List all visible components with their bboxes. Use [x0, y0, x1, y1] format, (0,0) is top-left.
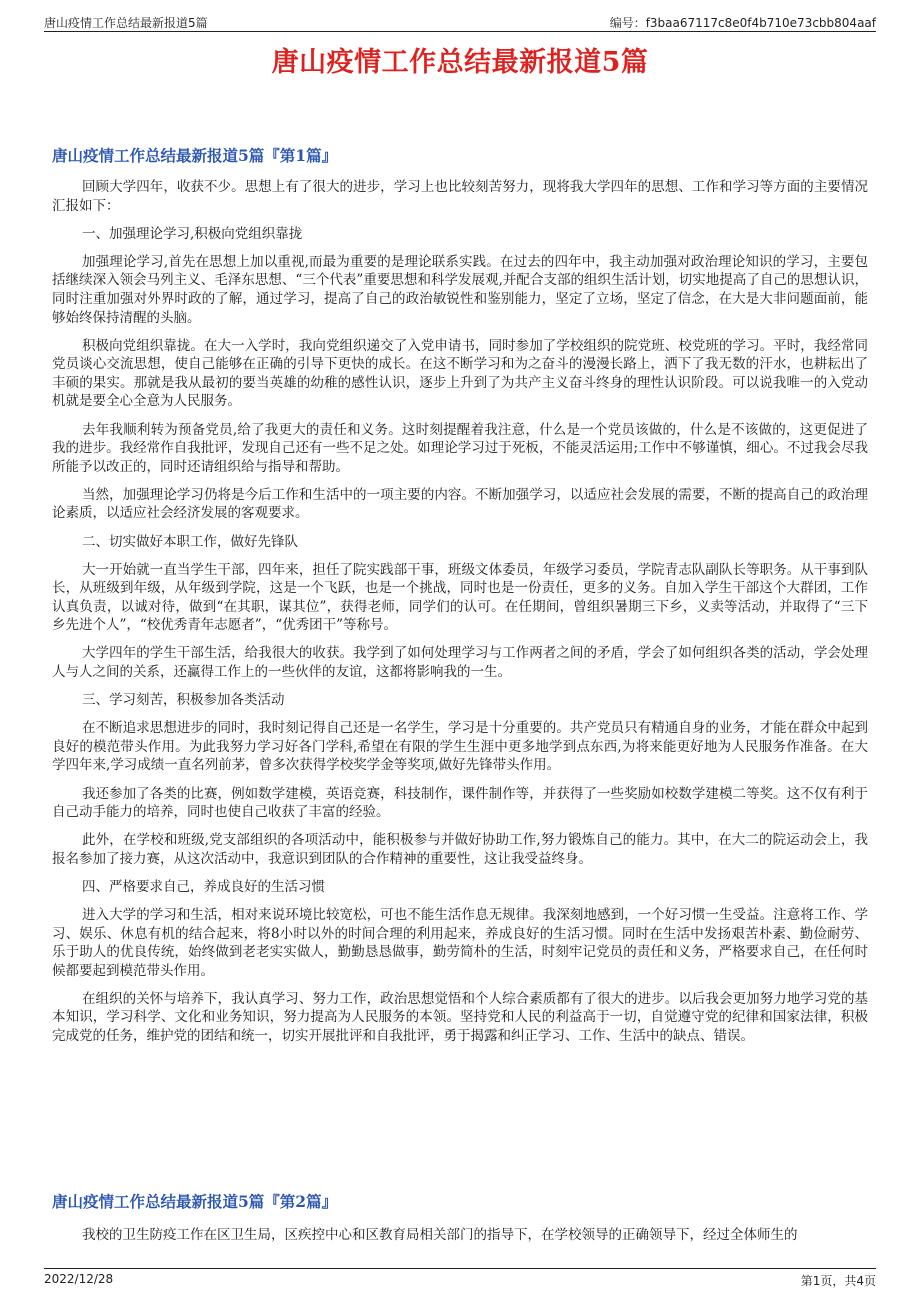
subheading: 一、加强理论学习,积极向党组织靠拢: [82, 225, 303, 242]
paragraph: 大学四年的学生干部生活，给我很大的收获。我学到了如何处理学习与工作两者之间的矛盾，学会了如何组织各类的活动，学会处理人与人之间的关系，还赢得工作上的一些伙伴的友谊，这都将影响我的一生。: [52, 645, 868, 681]
footer-page-number: 第1页，共4页: [800, 1274, 876, 1288]
section-1-heading: 唐山疫情工作总结最新报道5篇『第1篇』: [52, 146, 338, 165]
paragraph: 积极向党组织靠拢。在大一入学时，我向党组织递交了入党申请书，同时参加了学校组织的院党班、校党班的学习。平时，我经常同党员谈心交流思想，使自己能够在正确的引导下更快的成长。在这不断学习和为之奋斗的漫漫长路上，洒下了我无数的汗水，也耕耘出了丰硕的果实。那就是我从最初的要当英雄的幼稚的感性认识，逐步上升到了为共产主义奋斗终身的理性认识阶段。可以说我唯一的入党动机就是要全心全意为人民服务。: [52, 337, 868, 410]
subheading: 四、严格要求自己，养成良好的生活习惯: [82, 878, 325, 895]
section-1-body: [52, 178, 868, 1055]
paragraph: 回顾大学四年，收获不少。思想上有了很大的进步，学习上也比较刻苦努力，现将我大学四年的思想、工作和学习等方面的主要情况汇报如下：: [52, 179, 868, 214]
paragraph: 我还参加了各类的比赛，例如数学建模，英语竞赛，科技制作，课件制作等，并获得了一些奖励如校数学建模二等奖。这不仅有利于自己动手能力的培养，同时也使自己收获了丰富的经验。: [52, 785, 868, 821]
document-title: 唐山疫情工作总结最新报道5篇: [271, 47, 649, 78]
subheading: 二、切实做好本职工作，做好先锋队: [82, 533, 298, 550]
paragraph: 大一开始就一直当学生干部，四年来，担任了院实践部干事，班级文体委员，年级学习委员，学院青志队副队长等职务。从干事到队长，从班级到年级，从年级到学院，这是一个飞跃，也是一个挑战，同时也是一份责任，更多的义务。自加入学生干部这个大群团，工作认真负责，以诚对待，做到“在其职，谋其位”，获得老师，同学们的认可。在任期间，曾组织暑期三下乡，义卖等活动，并取得了“三下乡先进个人”，“校优秀青年志愿者”，“优秀团干”等称号。: [52, 561, 868, 634]
section-2-heading: 唐山疫情工作总结最新报道5篇『第2篇』: [52, 1192, 338, 1211]
page-footer: [44, 1268, 876, 1290]
footer-date: 2022/12/28: [44, 1272, 114, 1286]
header-doc-number: 编号：f3baa67117c8e0f4b710e73cbb804aaf: [609, 16, 876, 30]
paragraph: 进入大学的学习和生活，相对来说环境比较宽松，可也不能生活作息无规律。我深刻地感到，一个好习惯一生受益。注意将工作、学习、娱乐、休息有机的结合起来，将8小时以外的时间合理的利用起来，养成良好的生活习惯。同时在生活中发扬艰苦朴素、勤俭耐劳、乐于助人的优良传统，始终做到老老实实做人，勤勤恳恳做事，勤劳简朴的生活，时刻牢记党员的责任和义务，严格要求自己，在任何时候都要起到模范带头作用。: [52, 907, 868, 979]
section-2-body: [52, 1226, 868, 1254]
paragraph: 在不断追求思想进步的同时，我时刻记得自己还是一名学生，学习是十分重要的。共产党员只有精通自身的业务，才能在群众中起到良好的模范带头作用。为此我努力学习好各门学科,希望在有限的学生生涯中更多地学到点东西,为将来能更好地为人民服务作准备。在大学四年来,学习成绩一直名列前茅，曾多次获得学校奖学金等奖项,做好先锋带头作用。: [52, 720, 868, 774]
header-doc-name: 唐山疫情工作总结最新报道5篇: [44, 16, 208, 30]
subheading: 三、学习刻苦，积极参加各类活动: [82, 692, 285, 709]
paragraph: 当然，加强理论学习仍将是今后工作和生活中的一项主要的内容。不断加强学习，以适应社会发展的需要，不断的提高自己的政治理论素质，以适应社会经济发展的客观要求。: [52, 486, 868, 522]
paragraph: 此外，在学校和班级,党支部组织的各项活动中，能积极参与并做好协助工作,努力锻炼自己的能力。其中，在大二的院运动会上，我报名参加了接力赛，从这次活动中，我意识到团队的合作精神的重要性，这让我受益终身。: [52, 832, 868, 867]
paragraph: 我校的卫生防疫工作在区卫生局，区疾控中心和区教育局相关部门的指导下，在学校领导的正确领导下，经过全体师生的: [82, 1227, 798, 1243]
paragraph: 加强理论学习,首先在思想上加以重视,而最为重要的是理论联系实践。在过去的四年中，我主动加强对政治理论知识的学习，主要包括继续深入领会马列主义、毛泽东思想、“三个代表”重要思想和科学发展观,并配合支部的组织生活计划，切实地提高了自己的思想认识，同时注重加强对外界时政的了解，通过学习，提高了自己的政治敏锐性和鉴别能力，坚定了立场，坚定了信念，在大是大非问题面前，能够始终保持清醒的头脑。: [52, 253, 868, 326]
paragraph: 在组织的关怀与培养下，我认真学习、努力工作，政治思想觉悟和个人综合素质都有了很大的进步。以后我会更加努力地学习党的基本知识，学习科学、文化和业务知识，努力提高为人民服务的本领。坚持党和人民的利益高于一切，自觉遵守党的纪律和国家法律，积极完成党的任务，维护党的团结和统一，切实开展批评和自我批评，勇于揭露和纠正学习、工作、生活中的缺点、错误。: [52, 990, 868, 1045]
page-header: [44, 10, 876, 32]
paragraph: 去年我顺利转为预备党员,给了我更大的责任和义务。这时刻提醒着我注意，什么是一个党员该做的，什么是不该做的，这更促进了我的进步。我经常作自我批评，发现自己还有一些不足之处。如理论学习过于死板，不能灵活运用;工作中不够谨慎，细心。不过我会尽我所能予以改正的，同时还请组织给与指导和帮助。: [52, 421, 868, 475]
